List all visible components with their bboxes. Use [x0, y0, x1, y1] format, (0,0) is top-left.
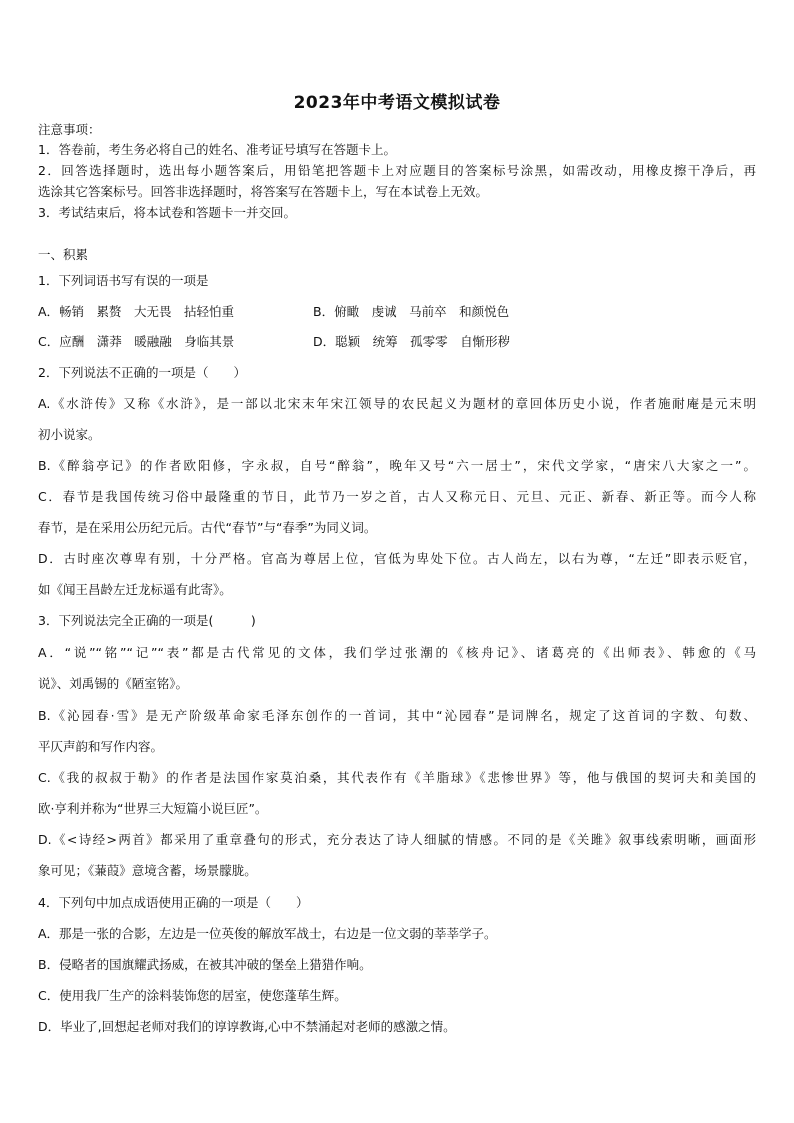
question-3-option-b-line-2: 平仄声韵和写作内容。 [38, 739, 164, 754]
question-3-option-b-line-1: B.《沁园春·雪》是无产阶级革命家毛泽东创作的一首词，其中“沁园春”是词牌名，规定了这首词的字数、句数、 [38, 708, 756, 723]
question-2-stem: 2．下列说法不正确的一项是（ ） [38, 365, 246, 380]
question-1-row-ab [38, 303, 510, 320]
question-4-option-d: D．毕业了,回想起老师对我们的谆谆教诲,心中不禁涌起对老师的感激之情。 [38, 1019, 456, 1034]
question-2-option-d-line-1: D．古时座次尊卑有别，十分严格。官高为尊居上位，官低为卑处下位。古人尚左，以右为尊，“左迁”即表示贬官， [38, 551, 756, 566]
section-heading: 一、积累 [38, 247, 89, 262]
question-1-option-a: A．畅销 累赘 大无畏 拈轻怕重 [38, 304, 235, 319]
question-2-option-a-line-1: A.《水浒传》又称《水浒》，是一部以北宋末年宋江领导的农民起义为题材的章回体历史小说，作者施耐庵是元末明 [38, 396, 756, 411]
question-1-row-cd [38, 333, 511, 350]
notice-item-1: 1．答卷前，考生务必将自己的姓名、准考证号填写在答题卡上。 [38, 142, 396, 157]
question-2-option-c-line-1: C．春节是我国传统习俗中最隆重的节日，此节乃一岁之首，古人又称元日、元旦、元正、新春、新正等。而今人称 [38, 489, 756, 504]
question-1-option-d: D．聪颖 统筹 孤零零 自惭形秽 [313, 334, 511, 349]
question-3-option-a-line-1: A．“说”“铭”“记”“表”都是古代常见的文体，我们学过张潮的《核舟记》、诸葛亮的《出师表》、韩愈的《马 [38, 645, 756, 660]
notice-heading: 注意事项： [38, 122, 101, 137]
question-3-option-c-line-1: C.《我的叔叔于勒》的作者是法国作家莫泊桑，其代表作有《羊脂球》《悲惨世界》等，他与俄国的契诃夫和美国的 [38, 770, 756, 785]
question-1-stem: 1．下列词语书写有误的一项是 [38, 273, 209, 288]
question-3-option-d-line-1: D.《<诗经>两首》都采用了重章叠句的形式，充分表达了诗人细腻的情感。不同的是《关雎》叙事线索明晰，画面形 [38, 832, 756, 847]
question-3-stem: 3．下列说法完全正确的一项是( ) [38, 613, 256, 628]
question-4-stem: 4．下列句中加点成语使用正确的一项是（ ） [38, 895, 309, 910]
question-2-option-a-line-2: 初小说家。 [38, 427, 101, 442]
question-4-option-a: A．那是一张的合影，左边是一位英俊的解放军战士，右边是一位文弱的莘莘学子。 [38, 926, 497, 941]
question-4-option-b: B．侵略者的国旗耀武扬威，在被其冲破的堡垒上猎猎作响。 [38, 957, 372, 972]
question-1-option-c: C．应酬 潇莽 暖融融 身临其景 [38, 334, 235, 349]
notice-item-2-line-1: 2．回答选择题时，选出每小题答案后，用铅笔把答题卡上对应题目的答案标号涂黑，如需改动，用橡皮擦干净后，再 [38, 163, 756, 178]
question-3-option-d-line-2: 象可见；《蒹葭》意境含蓄，场景朦胧。 [38, 863, 257, 878]
question-3-option-c-line-2: 欧·亨利并称为“世界三大短篇小说巨匠”。 [38, 801, 268, 816]
question-1-option-b: B．俯瞰 虔诚 马前卒 和颜悦色 [313, 304, 510, 319]
question-4-option-c: C．使用我厂生产的涂料装饰您的居室，使您蓬荜生辉。 [38, 988, 347, 1003]
question-2-option-c-line-2: 春节，是在采用公历纪元后。古代“春节”与“春季”为同义词。 [38, 520, 377, 535]
question-2-option-d-line-2: 如《闻王昌龄左迁龙标遥有此寄》。 [38, 582, 232, 597]
notice-item-2-line-2: 选涂其它答案标号。回答非选择题时，将答案写在答题卡上，写在本试卷上无效。 [38, 184, 489, 199]
notice-item-3: 3．考试结束后，将本试卷和答题卡一并交回。 [38, 205, 296, 220]
page-title: 2023年中考语文模拟试卷 [293, 93, 501, 113]
question-3-option-a-line-2: 说》、刘禹锡的《陋室铭》。 [38, 676, 189, 691]
question-2-option-b: B.《醉翁亭记》的作者欧阳修，字永叔，自号“醉翁”，晚年又号“六一居士”，宋代文学家，“唐宋八大家之一”。 [38, 458, 756, 473]
